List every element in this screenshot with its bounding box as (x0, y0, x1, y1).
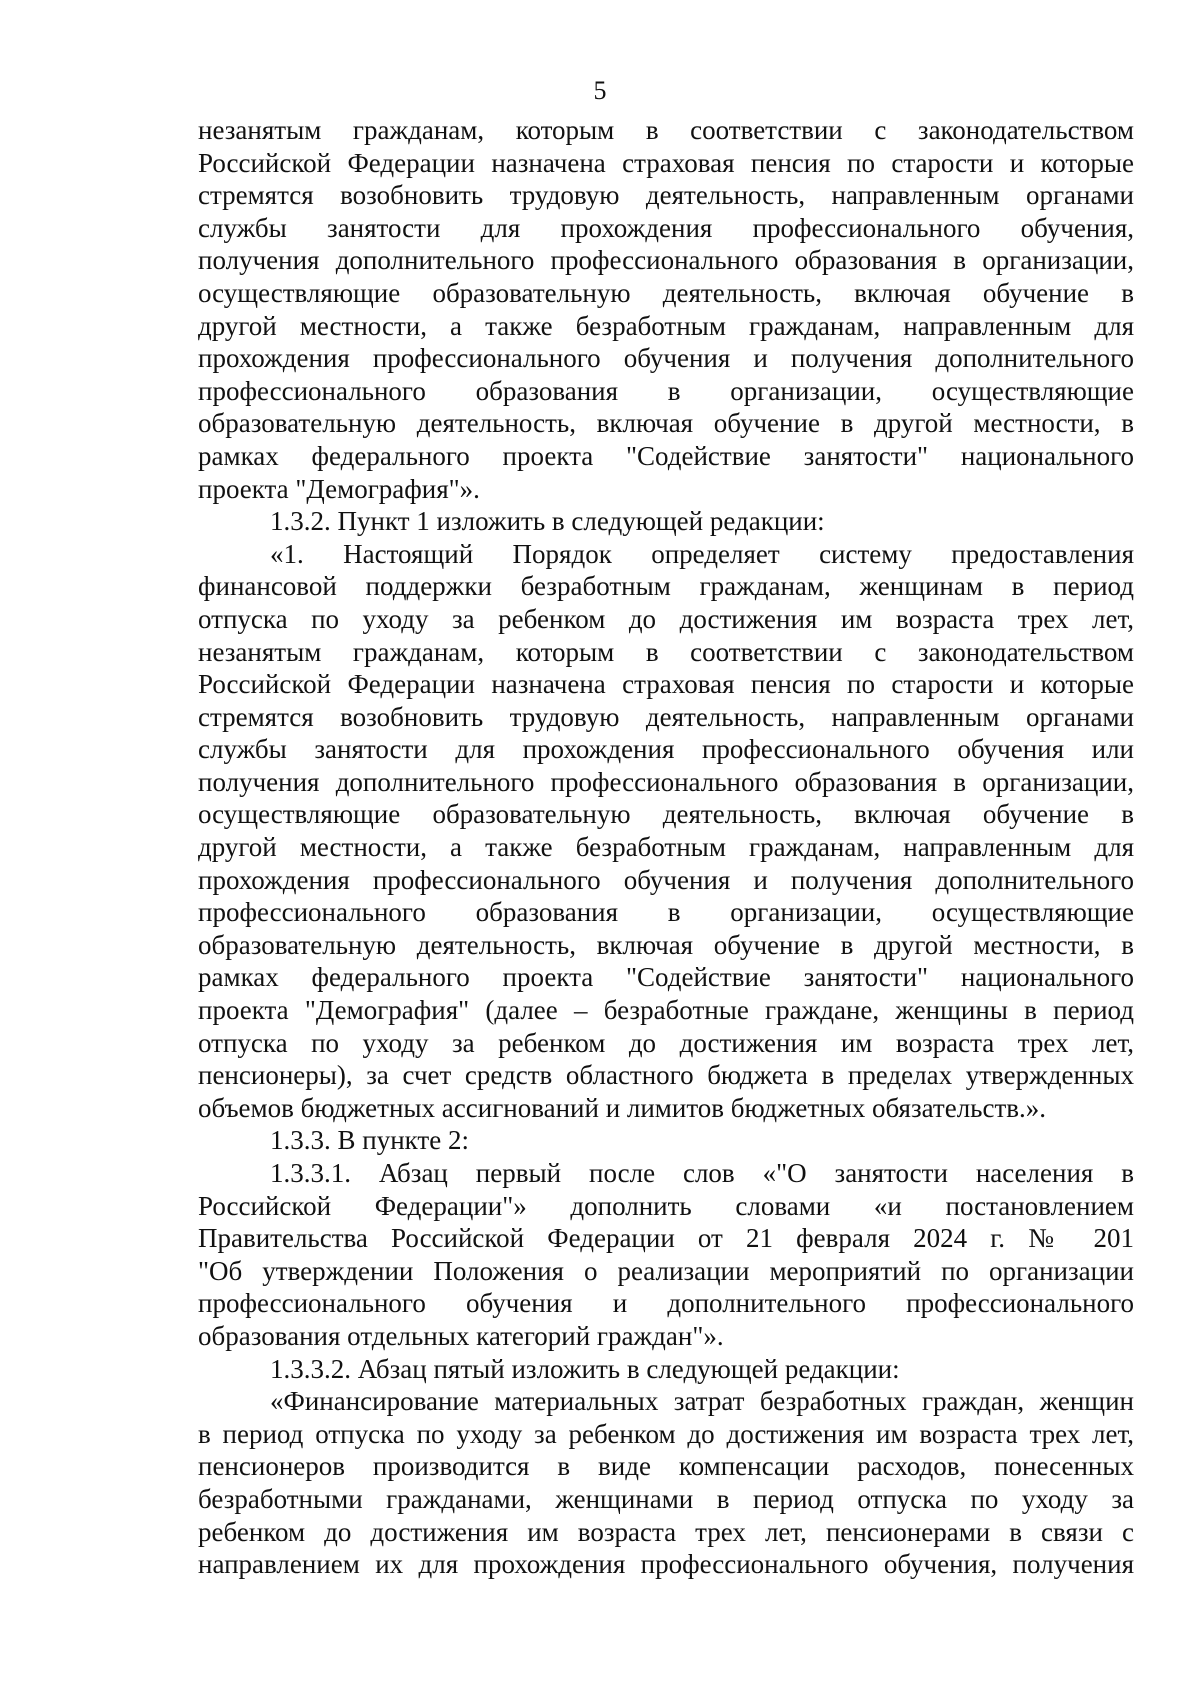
text-line: образования отдельных категорий граждан"». (198, 1320, 724, 1351)
text-line: Российской Федерации"» дополнить словами «и постановлением (198, 1190, 1134, 1221)
text-line: отпуска по уходу за ребенком до достижения им возраста трех лет, (198, 1027, 1134, 1058)
text-line: службы занятости для прохождения профессионального обучения, (198, 212, 1134, 243)
text-line: образовательную деятельность, включая обучение в другой местности, в (198, 929, 1134, 960)
text-line: профессионального образования в организации, осуществляющие (198, 375, 1134, 406)
text-line: прохождения профессионального обучения и получения дополнительного (198, 864, 1134, 895)
text-line: профессионального образования в организации, осуществляющие (198, 897, 1134, 928)
text-line: стремятся возобновить трудовую деятельность, направленным органами (198, 701, 1134, 732)
text-line: пенсионеры), за счет средств областного бюджета в пределах утвержденных (198, 1060, 1134, 1091)
text-line: прохождения профессионального обучения и получения дополнительного (198, 343, 1134, 374)
text-line: образовательную деятельность, включая обучение в другой местности, в (198, 408, 1134, 439)
text-line: в период отпуска по уходу за ребенком до достижения им возраста трех лет, (198, 1418, 1134, 1449)
page-number: 5 (593, 76, 607, 105)
text-line: получения дополнительного профессионального образования в организации, (198, 245, 1134, 276)
text-line: осуществляющие образовательную деятельность, включая обучение в (198, 799, 1134, 830)
text-line: службы занятости для прохождения профессионального обучения или (198, 734, 1134, 765)
text-line: 1.3.3.2. Абзац пятый изложить в следующей редакции: (270, 1353, 900, 1384)
text-line: осуществляющие образовательную деятельность, включая обучение в (198, 277, 1134, 308)
text-line: 1.3.3.1. Абзац первый после слов «"О занятости населения в (270, 1158, 1134, 1188)
text-line: проекта "Демография" (далее – безработные граждане, женщины в период (198, 995, 1134, 1026)
text-line: профессионального обучения и дополнительного профессионального (198, 1288, 1134, 1319)
text-line: объемов бюджетных ассигнований и лимитов бюджетных обязательств.». (198, 1092, 1047, 1123)
text-line: получения дополнительного профессионального образования в организации, (198, 766, 1134, 797)
text-line: рамках федерального проекта "Содействие занятости" национального (198, 440, 1134, 471)
text-line: 1.3.2. Пункт 1 изложить в следующей редакции: (270, 506, 825, 537)
text-line: «Финансирование материальных затрат безработных граждан, женщин (270, 1386, 1134, 1417)
text-line: пенсионеров производится в виде компенсации расходов, понесенных (198, 1451, 1134, 1482)
text-line: Правительства Российской Федерации от 21 февраля 2024 г. № 201 (198, 1223, 1134, 1254)
text-line: отпуска по уходу за ребенком до достижения им возраста трех лет, (198, 603, 1134, 634)
text-line: "Об утверждении Положения о реализации мероприятий по организации (198, 1255, 1134, 1286)
document-body (198, 114, 1134, 1581)
text-line: другой местности, а также безработным гражданам, направленным для (198, 832, 1134, 863)
text-line: Российской Федерации назначена страховая пенсия по старости и которые (198, 147, 1134, 178)
text-line: рамках федерального проекта "Содействие занятости" национального (198, 962, 1134, 993)
text-line: 1.3.3. В пункте 2: (270, 1125, 469, 1156)
text-line: Российской Федерации назначена страховая пенсия по старости и которые (198, 669, 1134, 700)
text-line: незанятым гражданам, которым в соответствии с законодательством (198, 636, 1134, 667)
text-line: проекта "Демография"». (198, 473, 480, 504)
text-line: «1. Настоящий Порядок определяет систему предоставления (270, 538, 1134, 569)
text-line: безработными гражданами, женщинами в период отпуска по уходу за (198, 1483, 1134, 1514)
text-line: незанятым гражданам, которым в соответствии с законодательством (198, 115, 1134, 145)
text-line: стремятся возобновить трудовую деятельность, направленным органами (198, 180, 1134, 211)
text-line: ребенком до достижения им возраста трех лет, пенсионерами в связи с (198, 1516, 1134, 1547)
text-line: финансовой поддержки безработным гражданам, женщинам в период (198, 571, 1134, 602)
text-line: другой местности, а также безработным гражданам, направленным для (198, 310, 1134, 341)
text-line: направлением их для прохождения профессионального обучения, получения (198, 1549, 1134, 1580)
